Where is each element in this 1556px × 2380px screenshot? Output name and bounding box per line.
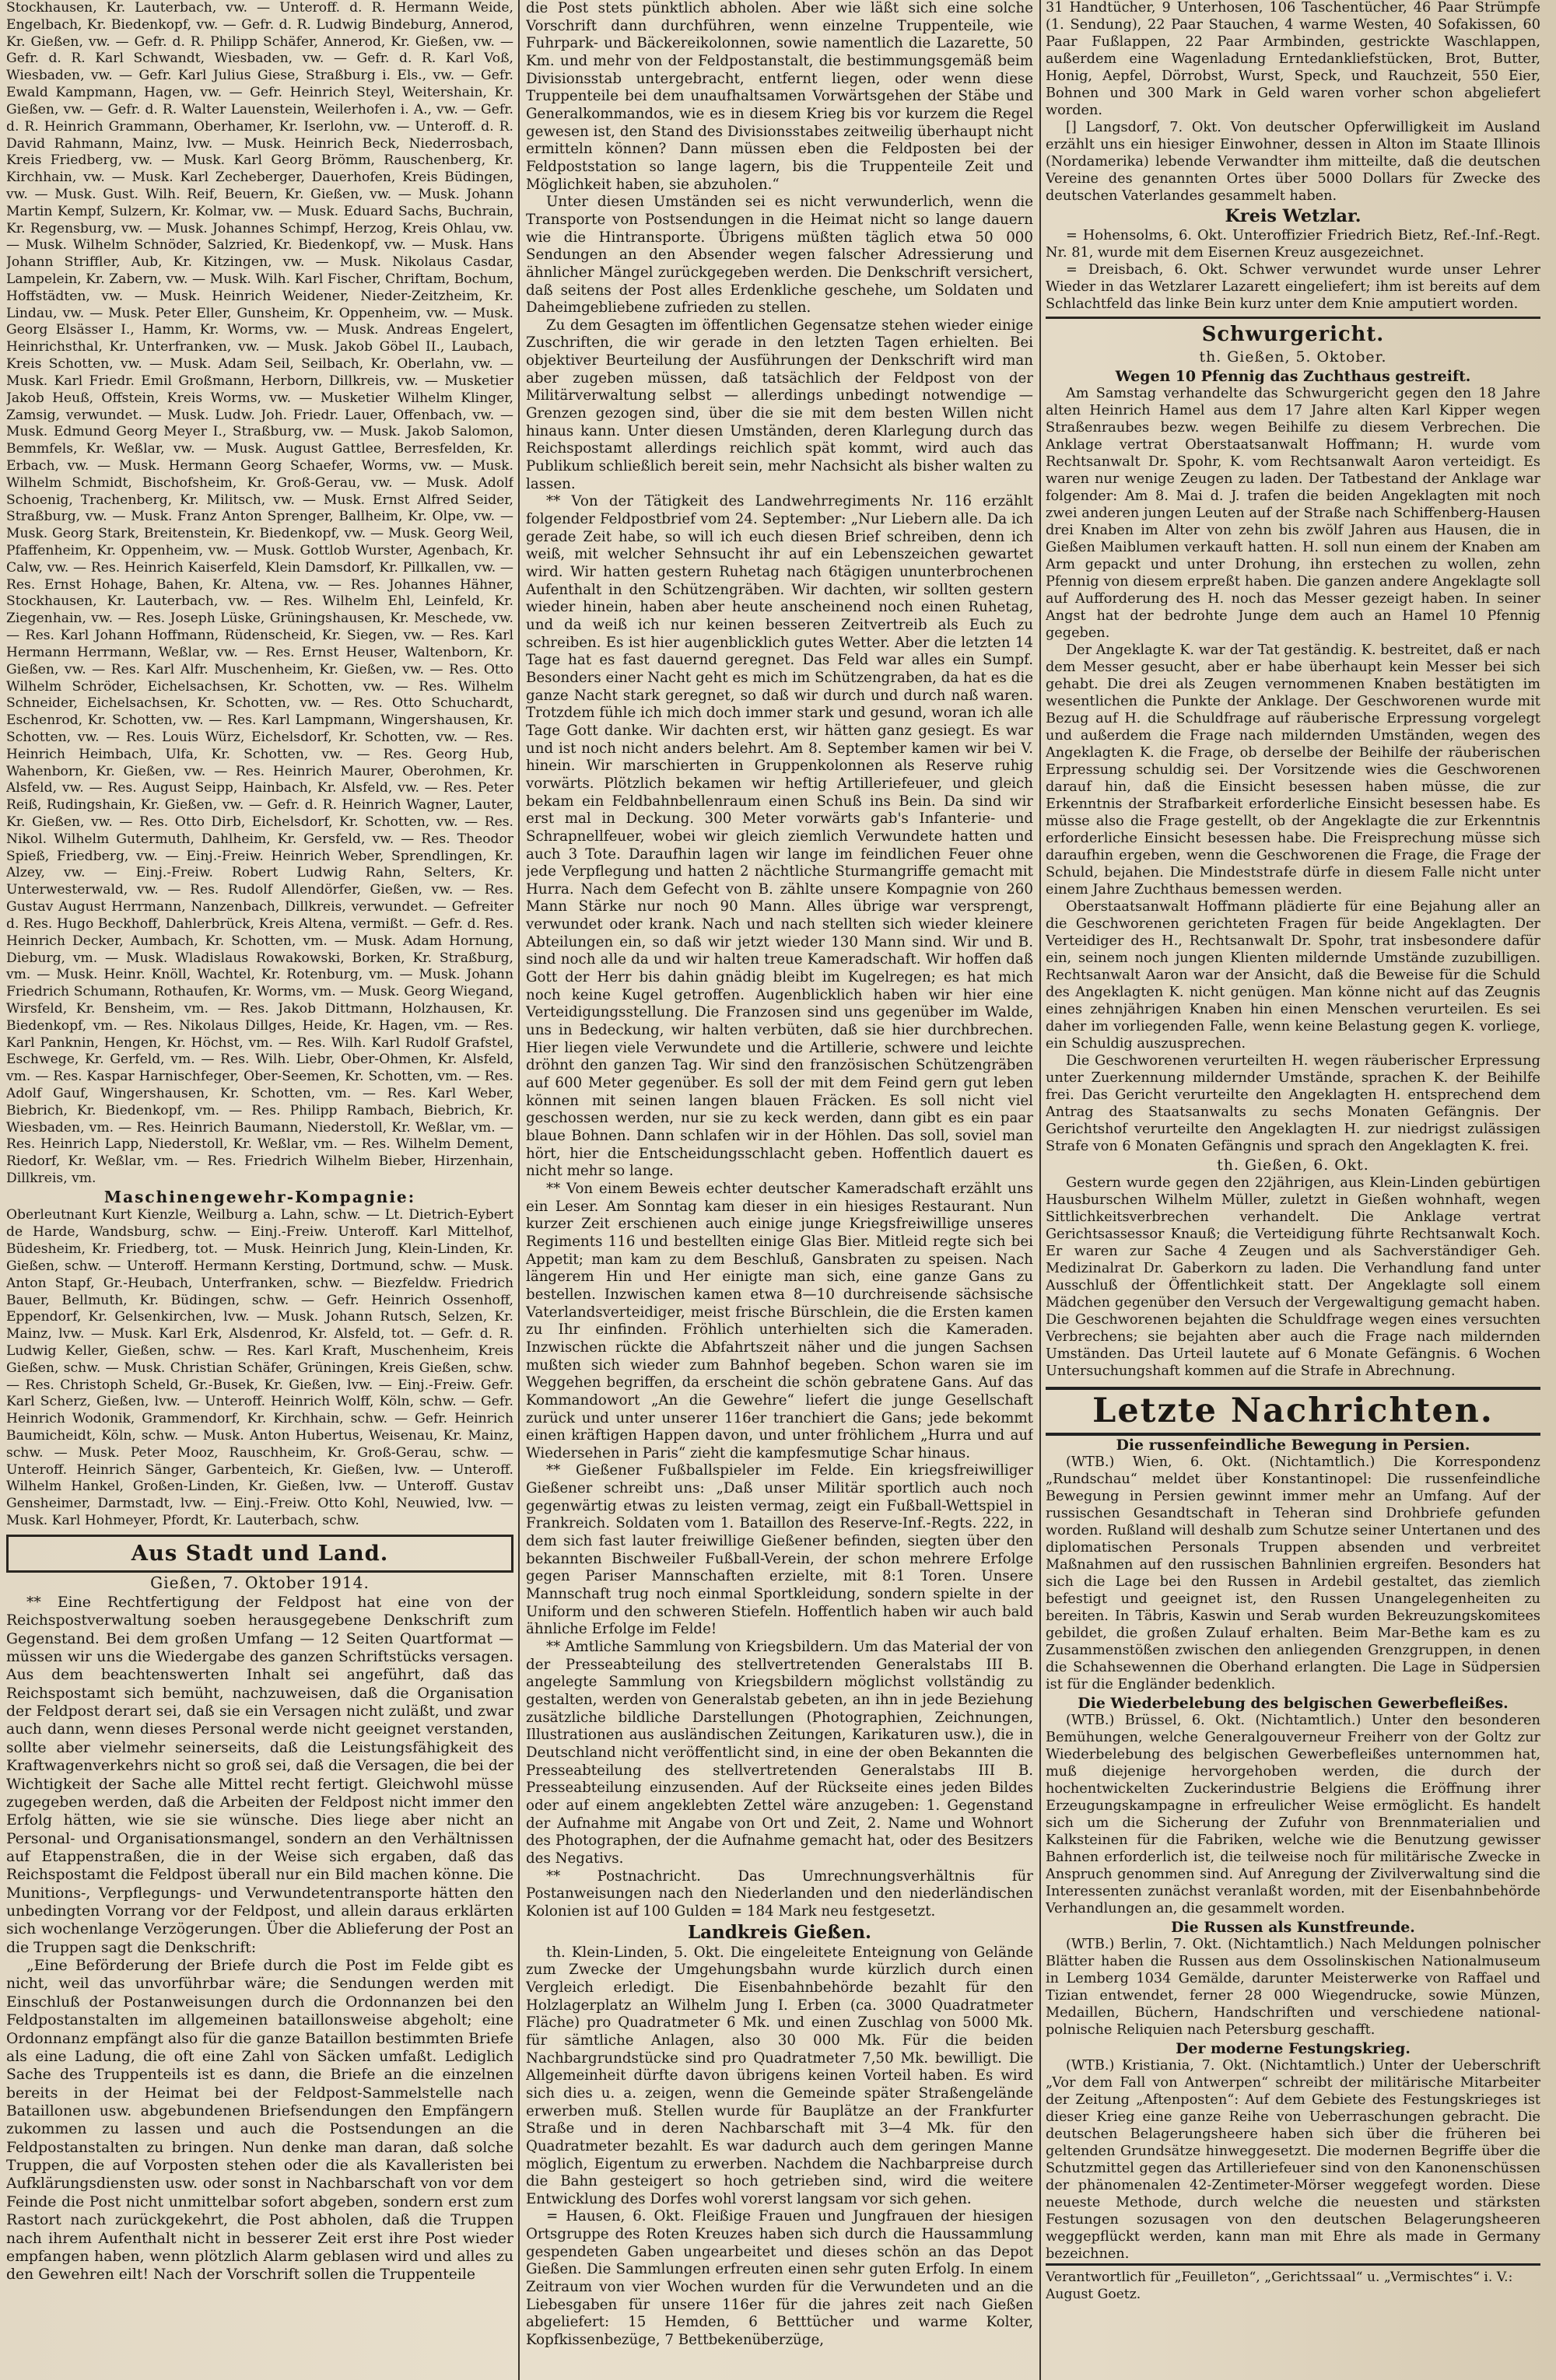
headline-festungskrieg: Der moderne Festungskrieg. [1176, 2039, 1411, 2057]
article-feldpost: ** Eine Rechtfertigung der Feldpost hat eine von der Reichspostverwaltung soeben herausgegebene Denkschrift zum Gegenstand. Bei dem großen Umfang — 12 Seiten Quartformat — müssen wir uns die Wiedergabe des ganzen Schriftstücks versagen. Aus dem beachtenswerten Inhalt sei angeführt, daß das Reichspostamt sich bemüht, nachzuweisen, daß die Organisation der Feldpost derart sei, daß sie ein Versagen nicht zuläßt, und zwar auch dann, wenn dieses Personal werde nicht geeignet verstanden, sollte aber vielmehr seinerseits, daß die Leistungsfähigkeit des Kraftwagenverkehrs nicht so groß sei, daß die Versagen, die bei der Wichtigkeit der Sache alle Mittel recht fertigt. Gleichwohl müsse zugegeben werden, daß die Arbeiten der Feldpost nicht immer den Erfolg hätten, wie sie sie wünsche. Dies liege aber nicht an Personal- und Organisationsmangel, sondern an den Verhältnissen auf Etappenstraßen, die in der Weise sich ergaben, daß das Reichspostamt die Feldpost überall nur ein Bild machen könne. Die Munitions-, Verpflegungs- und Verwundetentransporte hätten den unbedingten Vorrang vor der Feldpost, und allein daraus erklärten sich wochenlange Verzögerungen. Über die Ablieferung der Post an die Truppen sagt die Denkschrift: [6, 1594, 513, 1956]
article-schwurgericht-3: Oberstaatsanwalt Hoffmann plädierte für eine Bejahung aller an die Geschworenen gerichteten Fragen für beide Angeklagten. Der Verteidiger des H., Rechtsanwalt Dr. Spohr, trat insbesondere dafür ein, seinem noch jungen Klienten mildernde Umstände zuzubilligen. Rechtsanwalt Aaron war der Ansicht, daß die Beweise für die Schuld des Angeklagten K. nicht genügen. Man könne nicht auf das Zeugnis eines zehnjährigen Knaben hin einen Menschen verurteilen. Es sei daher im vorliegenden Falle, wenn keine Belastung gegen K. vorliege, ein Schuldig auszusprechen. [1046, 898, 1540, 1052]
headline-zuchthaus: Wegen 10 Pfennig das Zuchthaus gestreift. [1115, 368, 1471, 386]
article-schwurgericht-1: Am Samstag verhandelte das Schwurgericht gegen den 18 Jahre alten Heinrich Hamel aus dem 17 Jahre alten Karl Kipper wegen Straßenraubes bezw. wegen Beihilfe zu diesem Verbrechen. Die Anklage vertrat Oberstaatsanwalt Hoffmann; H. wurde vom Rechtsanwalt Dr. Spohr, K. vom Rechtsanwalt Aaron verteidigt. Es waren nur wenige Zeugen zu laden. Der Tatbestand der Anklage war folgender: Am 8. Mai d. J. trafen die beiden Angeklagten mit noch zwei anderen jungen Leuten auf der Straße nach Schiffenberg-Hausen drei Knaben im Alter von zehn bis zwölf Jahren aus Hausen, die in Gießen Maiblumen verkauft hatten. H. soll nun einem der Knaben am Arm gepackt und unter Drohung, ihn erstechen zu wollen, zehn Pfennig von diesem erpreßt haben. Die ganzen andere Angeklagte soll auf Aufforderung des H. noch das Messer gezeigt haben. In seiner Angst hat der bedrohte Junge dem auch an Hamel 10 Pfennig gegeben. [1046, 386, 1540, 642]
dateline: th. Gießen, 6. Okt. [1217, 1156, 1369, 1174]
article-hausen-cont: 31 Handtücher, 9 Unterhosen, 106 Taschentücher, 46 Paar Strümpfe (1. Sendung), 22 Paar Stauchen, 4 warme Westen, 40 Sofakissen, 60 Paar Fußlappen, 22 Paar Armbinden, gestrickte Waschlappen, außerdem eine Wagenladung Erntedankliefstücken, Brot, Butter, Honig, Aepfel, Dörrobst, Wurst, Speck, und Rauchzeit, 550 Eier, Bohnen und 300 Mark in Geld waren vorher schon abgeliefert worden. [1046, 0, 1540, 118]
responsibility-footer: Verantwortlich für „Feuilleton“, „Gerichtssaal“ u. „Vermischtes“ i. V.: August Goetz. [1046, 2263, 1540, 2304]
article-klein-linden: th. Klein-Linden, 5. Okt. Die eingeleitete Enteignung von Gelände zum Zwecke der Umgehungsbahn wurde kürzlich durch einen Vergleich erledigt. Die Eisenbahnbehörde bezahlt für den Holzlagerplatz an Wilhelm Jung I. Erben (ca. 3000 Quadratmeter Fläche) pro Quadratmeter 6 Mk. und einen Zuschlag von 5000 Mk. für sämtliche Anlagen, also 30 000 Mk. Für die beiden Nachbargrundstücke sind pro Quadratmeter 7,50 Mk. bewilligt. Die Allgemeinheit dürfte davon übrigens keinen Vorteil haben. Es wird sich dies u. a. zeigen, wenn die Gemeinde später Straßengelände erwerben muß. Stellen wurde für Bauplätze an der Frankfurter Straße und in deren Nachbarschaft mit 3—4 Mk. für den Quadratmeter bezahlt. Es war dadurch auch dem geringen Manne möglich, Eigentum zu erwerben. Nachdem die Nachbarpreise durch die Bahn gesteigert so hoch getrieben sind, wird die weitere Entwicklung des Dorfes wohl vorerst langsam vor sich gehen. [526, 1944, 1033, 2207]
article-schwurgericht-2: Der Angeklagte K. war der Tat geständig. K. bestreitet, daß er nach dem Messer gesucht, aber er habe überhaupt kein Messer bei sich gehabt. Die drei als Zeugen vernommenen Knaben bestätigten im wesentlichen die Punkte der Anklage. Der Geschworenen wurde mit Bezug auf H. die Schuldfrage auf räuberische Erpressung vorgelegt und außerdem die Frage nach mildernden Umständen, wegen des Angeklagten K. die Frage, ob derselbe der Beihilfe der räuberischen Erpressung schuldig sei. Der Vorsitzende wies die Geschworenen darauf hin, daß die Einsicht besessen haben müsse, die zur Erkenntnis der Strafbarkeit erforderliche Einsicht besessen habe. Es müsse also die Frage gestellt, ob der Angeklagte die zur Erkenntnis erforderliche Einsicht besessen habe. Die Freisprechung müsse sich daraufhin ergeben, wenn die Geschworenen die Frage, die Frage der Schuld, bejahen. Die Mindeststrafe dürfe in diesem Falle nicht unter einem Jahre Zuchthaus bemessen werden. [1046, 642, 1540, 898]
article-fussball: ** Gießener Fußballspieler im Felde. Ein kriegsfreiwilliger Gießener schreibt uns: „Daß unser Militär sportlich auch noch gegenwärtig etwas zu leisten vermag, zeigt ein Fußball-Wettspiel in Frankreich. Soldaten vom 1. Bataillon des Reserve-Inf.-Regts. 222, in dem sich fast lauter freiwillige Gießener befinden, siegten über den bekannten Bischweiler Fußball-Verein, der schon mehrere Erfolge gegen Pariser Mannschaften erzielte, mit 8:1 Toren. Unsere Mannschaft trug noch einmal Sportkleidung, sondern spielte in der Uniform und den schweren Stiefeln. Hoffentlich haben wir auch bald ähnliche Erfolge im Felde! [526, 1462, 1033, 1638]
headline-persien: Die russenfeindliche Bewegung in Persien. [1116, 1437, 1470, 1454]
article-belgien: (WTB.) Brüssel, 6. Okt. (Nichtamtlich.) Unter den besonderen Bemühungen, welche Generalgouverneur Freiherr von der Goltz zur Wiederbelebung des belgischen Gewerbefleißes unternommen hat, muß diejenige hervorgehoben werden, die durch der hochentwickelten Zuckerindustrie Belgiens die Eröffnung ihrer Erzeugungskampagne in erfreulicher Weise ermöglicht. Es handelt sich um die Sicherung der Zufuhr von Brennmaterialien und Kalksteinen für die Fabriken, welche wie die Benutzung gewisser Bahnen erforderlich ist, die teilweise noch für militärische Zwecke in Anspruch genommen sind. Auf Anregung der Zivilverwaltung sind die Interessenten zunächst veranlaßt worden, mit der Eisenbahnbehörde Verhandlungen an, die gesammelt worden. [1046, 1713, 1540, 1916]
article-feldpost-quote: „Eine Beförderung der Briefe durch die Post im Felde gibt es nicht, weil das unvorführbar wäre; die Sendungen werden mit Einschluß der Postanweisungen durch die Ordonnanzen bei den Feldpostanstalten im allgemeinen bataillonsweise abgeholt; eine Ordonnanz empfängt also für die ganze Bataillon bestimmten Briefe als eine Ladung, die oft eine Zahl von Säcken umfaßt. Lediglich Sache des Truppenteils ist es dann, die Briefe an die einzelnen bereits in der Heimat bei der Feldpost-Sammelstelle nach Bataillonen usw. abgebundenen Briefsendungen den Empfängern zukommen zu lassen und auch die Postsendungen an die Feldpostanstalten zu bringen. Nun denke man daran, daß solche Truppen, die auf Vorposten stehen oder die als Kavalleristen bei Aufklärungsdiensten usw. oder sonst in Nachbarschaft von vor dem Feinde die Post nicht unmittelbar sofort abgeben, sondern erst zum Rastort nach zurückgekehrt, die Post abholen, daß die Truppen nach ihrem Aufenthalt nicht in besserer Zeit erst ihre Post wieder empfangen haben, wenn plötzlich Alarm geblasen wird und alles zu den Gewehren eilt! Nach der Vorschrift sollen die Truppenteile [6, 1958, 513, 2284]
article-feldpost-cont3: Zu dem Gesagten im öffentlichen Gegensatze stehen wieder einige Zuschriften, die wir gerade in den letzten Tagen erhielten. Bei objektiver Beurteilung der Ausführungen der Denkschrift wird man aber zugeben müssen, daß tatsächlich der Feldpost von der Militärverwaltung selbst — allerdings unbedingt notwendige — Grenzen gezogen sind, über die sie mit dem besten Willen nicht hinaus kann. Unter diesen Umständen, deren Klarlegung durch das Reichspostamt allerdings reichlich spät kommt, wird auch das Publikum schließlich bereit sein, mehr Nachsicht als bisher walten zu lassen. [526, 317, 1033, 492]
section-head-letzte-nachrichten: Letzte Nachrichten. [1046, 1387, 1540, 1436]
article-feldpost-cont: die Post stets pünktlich abholen. Aber wie läßt sich eine solche Vorschrift dann durchführen, wenn einzelne Truppenteile, wie Fuhrpark- und Bäckereikolonnen, sowie namentlich die Lazarette, 50 Km. und mehr von der Feldpostanstalt, die bestimmungsgemäß beim Divisionsstab untergebracht, entfernt liegen, oder wenn diese Truppenteile bei dem unaufhaltsamen Vorwärtsgehen der Stäbe und Generalkommandos, wie es in diesem Krieg bis vor kurzem die Regel gewesen ist, den Stand des Divisionsstabes zeitweilig überhaupt nicht ermitteln können? Dann müssen eben die Feldposten bei der Feldpoststation so lange lagern, bis die Truppenteile Zeit und Möglichkeit haben, sie abzuholen.“ [526, 0, 1033, 193]
article-dreisbach: = Dreisbach, 6. Okt. Schwer verwundet wurde unser Lehrer Wieder in das Wetzlarer Lazarett eingeliefert; ihm ist bereits auf dem Schlachtfeld das linke Bein kurz unter dem Knie amputiert worden. [1046, 261, 1540, 312]
article-schwurgericht-5: Gestern wurde gegen den 22jährigen, aus Klein-Linden gebürtigen Hausburschen Wilhelm Müller, zuletzt in Gießen wohnhaft, wegen Sittlichkeitsverbrechen verhandelt. Die Anklage vertrat Gerichtsassessor Knauß; die Verteidigung führte Rechtsanwalt Koch. Er waren zur Sache 4 Zeugen und als Sachverständiger Geh. Medizinalrat Dr. Gaberkorn zu laden. Die Verhandlung fand unter Ausschluß der Öffentlichkeit statt. Der Angeklagte soll einem Mädchen gegenüber den Versuch der Vergewaltigung gemacht haben. Die Geschworenen bejahten die Schuldfrage wegen eines versuchten Verbrechens; sie bejahten aber auch die Frage nach mildernden Umständen. Das Urteil lautete auf 6 Monate Gefängnis. 6 Wochen Untersuchungshaft kommen auf die Strafe in Abrechnung. [1046, 1175, 1540, 1380]
section-head-stadt-land: Aus Stadt und Land. [6, 1535, 513, 1573]
column-3 [1046, 0, 1540, 2380]
article-festungskrieg: (WTB.) Kristiania, 7. Okt. (Nichtamtlich.) Unter der Ueberschrift „Vor dem Fall von Antwerpen“ schreibt der militärische Mitarbeiter der Zeitung „Aftenposten“: Auf dem Gebiete des Festungskrieges ist dieser Krieg eine ganze Reihe von Ueberraschungen gebracht. Die deutschen Belagerungsheere haben sich über die früheren bei geltenden Grundsätze hinweggesetzt. Die modernen Begriffe über die Schutzmittel gegen das Artilleriefeuer sind von den Kanonenschüssen der phänomenalen 42-Zentimeter-Mörser weggefegt worden. Diese neueste Methode, durch welche die neuesten und stärksten Festungen sozusagen von den deutschen Belagerungsheeren weggepflückt werden, kann man mit Ehre als made in Germany bezeichnen. [1046, 2057, 1540, 2262]
article-persien: (WTB.) Wien, 6. Okt. (Nichtamtlich.) Die Korrespondenz „Rundschau“ meldet über Konstantinopel: Die russenfeindliche Bewegung in Persien gewinnt immer mehr an Umfang. Auf der russischen Gesandtschaft in Teheran sind Drohbriefe gefunden worden. Rußland will deshalb zum Schutze seiner Untertanen und des diplomatischen Personals Truppen absenden und verbreitet Maßnahmen auf den russischen Bahnlinien ergreifen. Besonders hat sich die Lage bei den Russen in Ardebil gestaltet, das ziemlich befestigt und geeignet ist, den Russen Unangelegenheiten zu bereiten. In Täbris, Kaswin und Serab wurden Bekreuzungskomitees gebildet, die großen Zulauf erhalten. Beim Mar-Bethe kam es zu Zusammenstößen zwischen den anliegenden Grenzgruppen, in denen die Schahsewennen die Oberhand erlangten. Die Lage in Südpersien ist für die Engländer bedenklich. [1046, 1454, 1540, 1693]
column-rule [1039, 0, 1041, 2380]
section-head-schwurgericht: Schwurgericht. [1201, 322, 1385, 346]
article-feldpost-cont2: Unter diesen Umständen sei es nicht verwunderlich, wenn die Transporte von Postsendungen in die Heimat nicht so lange dauern wie die Hintransporte. Übrigens müßten täglich etwa 50 000 Sendungen an den Absender wegen falscher Adressierung und ähnlicher Mängel zurückgegeben werden. Die Denkschrift versichert, daß seitens der Post alles Erdenkliche geschehe, um Soldaten und Daheimgebliebene zufrieden zu stellen. [526, 194, 1033, 317]
dateline: th. Gießen, 5. Oktober. [1199, 348, 1387, 366]
column-2 [526, 0, 1033, 2380]
article-kameradschaft: ** Von einem Beweis echter deutscher Kameradschaft erzählt uns ein Leser. Am Sonntag kam dieser in ein hiesiges Restaurant. Nun kurzer Zeit erschienen auch einige junge Kriegsfreiwillige unseres Regiments 116 und bestellten einige Glas Bier. Mitleid regte sich bei Appetit; man kam zu dem Beschluß, Gansbraten zu speisen. Nach längerem Hin und Her einigte man sich, eine ganze Gans zu bestellen. Inzwischen kamen etwa 8—10 durchreisende sächsische Vaterlandsverteidiger, meist frische Bürschlein, die die Ersten kamen zu Ihr einfinden. Fröhlich unterhielten sich die Kameraden. Inzwischen rückte die Abfahrtszeit näher und die jungen Sachsen mußten sich wieder zum Bahnhof begeben. Schon waren sie im Weggehen begriffen, da erscheint die schön gebratene Gans. Auf das Kommandowort „An die Gewehre“ liefert die junge Gesellschaft zurück und unter unserer 116er tranchiert die Gans; jede bekommt einen kräftigen Happen davon, und unter fröhlichem „Hurra und auf Wiedersehen in Paris“ zieht die kampfesmutige Schar hinaus. [526, 1180, 1033, 1461]
dateline: Gießen, 7. Oktober 1914. [150, 1573, 370, 1592]
section-head-wetzlar: Kreis Wetzlar. [1225, 205, 1362, 226]
article-hohensolms: = Hohensolms, 6. Okt. Unteroffizier Friedrich Bietz, Ref.-Inf.-Regt. Nr. 81, wurde mit dem Eisernen Kreuz ausgezeichnet. [1046, 228, 1540, 261]
section-head-landkreis: Landkreis Gießen. [687, 1921, 872, 1943]
headline-belgien: Die Wiederbelebung des belgischen Gewerbefleißes. [1078, 1695, 1509, 1713]
column-1 [6, 0, 513, 2380]
article-langsdorf: [] Langsdorf, 7. Okt. Von deutscher Opferwilligkeit im Ausland erzählt uns ein hiesiger Einwohner, dessen in Alton im Staate Illinois (Nordamerika) lebende Verwandter ihm mitteilte, daß die deutschen Vereine des genannten Ortes über 5000 Dollars für Zwecke des deutschen Vaterlandes gesammelt haben. [1046, 119, 1540, 204]
article-hausen: = Hausen, 6. Okt. Fleißige Frauen und Jungfrauen der hiesigen Ortsgruppe des Roten Kreuzes haben sich durch die Haussammlung gespendeten Gaben ungearbeitet und dieses schön an das Depot Gießen. Die Sammlungen erfreuten einen sehr guten Erfolg. In einem Zeitraum von vier Wochen wurden für die Verwundeten und an die Liebesgaben für unsere 116er für die jahres zeit nach Gießen abgeliefert: 15 Hemden, 6 Betttücher und warme Kolter, Kopfkissenbezüge, 7 Bettbekenüberzüge, [526, 2208, 1033, 2349]
article-postnachricht: ** Postnachricht. Das Umrechnungsverhältnis für Postanweisungen nach den Niederlanden und den niederländischen Kolonien ist auf 100 Gulden = 184 Mark neu festgesetzt. [526, 1867, 1033, 1920]
article-kunstfreunde: (WTB.) Berlin, 7. Okt. (Nichtamtlich.) Nach Meldungen polnischer Blätter haben die Russen aus dem Ossolinskischen Nationalmuseum in Lemberg 1034 Gemälde, darunter Meisterwerke von Raffael und Tizian entwendet, ferner 28 000 Wiegendrucke, sowie Münzen, Medaillen, Büchern, Handschriften und verschiedene national-polnische Reliquien nach Petersburg geschafft. [1046, 1936, 1540, 2038]
casualty-list: Stockhausen, Kr. Lauterbach, vw. — Unteroff. d. R. Hermann Weide, Engelbach, Kr. Biedenkopf, vw. — Gefr. d. R. Ludwig Bindeburg, Annerod, Kr. Gießen, vw. — Gefr. d. R. Philipp Schäfer, Annerod, Kr. Gießen, vw. — Gefr. d. R. Karl Schwandt, Wiesbaden, vw. — Gefr. d. R. Karl Voß, Wiesbaden, vw. — Gefr. Karl Julius Giese, Straßburg i. Els., vw. — Gefr. Ewald Kampmann, Hagen, vw. — Gefr. Heinrich Steyl, Weitershain, Kr. Gießen, vw. — Gefr. d. R. Walter Lauenstein, Weilerhofen i. A., vw. — Gefr. d. R. Heinrich Grammann, Oberhamer, Kr. Iserlohn, vw. — Unteroff. d. R. David Rahmann, Mainz, lvw. — Musk. Heinrich Beck, Niederrosbach, Kreis Friedberg, vw. — Musk. Karl Georg Brömm, Rauschenberg, Kr. Kirchhain, vw. — Musk. Karl Zecheberger, Dauerhofen, Kreis Büdingen, vw. — Musk. Gust. Wilh. Reif, Beuern, Kr. Gießen, vw. — Musk. Johann Martin Kempf, Sulzern, Kr. Kolmar, vw. — Musk. Eduard Sachs, Buchrain, Kr. Regensburg, vw. — Musk. Johannes Schimpf, Herzog, Kreis Ohlau, vw. — Musk. Wilhelm Schnöder, Salzried, Kr. Biedenkopf, vw. — Musk. Hans Johann Striffler, Aub, Kr. Kitzingen, vw. — Musk. Nikolaus Casdar, Lampelein, Kr. Zabern, vw. — Musk. Wilh. Karl Fischer, Chriftam, Bochum, Hoffstädten, vw. — Musk. Heinrich Weidener, Nieder-Zeitzheim, Kr. Lindau, vw. — Musk. Peter Eller, Gunsheim, Kr. Oppenheim, vw. — Musk. Georg Elsässer I., Hamm, Kr. Worms, vw. — Musk. Andreas Engelert, Heinrichsthal, Kr. Unterfranken, vw. — Musk. Jakob Göbel II., Laubach, Kreis Schotten, vw. — Musk. Adam Seil, Seilbach, Kr. Oberlahn, vw. — Musk. Karl Friedr. Emil Großmann, Herborn, Dillkreis, vw. — Musketier Jakob Heuß, Offstein, Kreis Worms, vw. — Musketier Wilhelm Klinger, Zamsig, verwundet. — Musk. Ludw. Joh. Friedr. Lauer, Offenbach, vw. — Musk. Edmund Georg Meyer I., Straßburg, vw. — Musk. Jakob Salomon, Bemmfels, Kr. Weßlar, vw. — Musk. August Gattlee, Berresfelden, Kr. Erbach, vw. — Musk. Hermann Georg Schaefer, Worms, vw. — Musk. Wilhelm Schmidt, Bischofsheim, Kr. Groß-Gerau, vw. — Musk. Adolf Schoenig, Trachenberg, Kr. Militsch, vw. — Musk. Ernst Alfred Seider, Straßburg, vw. — Musk. Franz Anton Sprenger, Ballheim, Kr. Olpe, vw. — Musk. Georg Stark, Breitenstein, Kr. Biedenkopf, vw. — Musk. Georg Weil, Pfaffenheim, Kr. Oppenheim, vw. — Musk. Gottlob Wurster, Agenbach, Kr. Calw, vw. — Res. Heinrich Kaiserfeld, Klein Damsdorf, Kr. Pillkallen, vw. — Res. Ernst Hohage, Bahen, Kr. Altena, vw. — Res. Johannes Hähner, Stockhausen, Kr. Lauterbach, vw. — Res. Wilhelm Ehl, Leinfeld, Kr. Ziegenhain, vw. — Res. Joseph Lüske, Grüningshausen, Kr. Meschede, vw. — Res. Karl Johann Hoffmann, Rüdenscheid, Kr. Siegen, vw. — Res. Karl Hermann Herrmann, Weßlar, vw. — Res. Ernst Heuser, Waltenborn, Kr. Gießen, vw. — Res. Karl Alfr. Muschenheim, Kr. Gießen, vw. — Res. Otto Wilhelm Schröder, Eichelsachsen, Kr. Schotten, vw. — Res. Wilhelm Schneider, Eichelsachsen, Kr. Schotten, vw. — Res. Otto Schuchardt, Eschenrod, Kr. Schotten, vw. — Res. Karl Lampmann, Wingershausen, Kr. Schotten, vw. — Res. Louis Würz, Eichelsdorf, Kr. Schotten, vw. — Res. Heinrich Heimbach, Ulfa, Kr. Schotten, vw. — Res. Georg Hub, Wahenborn, Kr. Gießen, vw. — Res. Heinrich Maurer, Oberohmen, Kr. Alsfeld, vw. — Res. August Seipp, Hainbach, Kr. Alsfeld, vw. — Res. Peter Reiß, Rudingshain, Kr. Gießen, vw. — Gefr. d. R. Heinrich Wagner, Lauter, Kr. Gießen, vw. — Res. Otto Dirb, Eichelsdorf, Kr. Schotten, vw. — Res. Nikol. Wilhelm Gutermuth, Dahlheim, Kr. Gersfeld, vw. — Res. Theodor Spieß, Friedberg, vw. — Einj.-Freiw. Heinrich Weber, Sprendlingen, Kr. Alzey, vw. — Einj.-Freiw. Robert Ludwig Rahn, Selters, Kr. Unterwesterwald, vw. — Res. Rudolf Allendörfer, Gießen, vw. — Res. Gustav August Herrmann, Nanzenbach, Dillkreis, verwundet. — Gefreiter d. Res. Hugo Beckhoff, Dahlerbrück, Kreis Altena, vermißt. — Gefr. d. Res. Heinrich Decker, Aumbach, Kr. Schotten, vm. — Musk. Adam Hornung, Dieburg, vm. — Musk. Wladislaus Rowakowski, Borken, Kr. Straßburg, vm. — Musk. Heinr. Knöll, Wachtel, Kr. Rotenburg, vm. — Musk. Johann Friedrich Schumann, Rothaufen, Kr. Worms, vm. — Musk. Georg Wiegand, Wirsfeld, Kr. Bensheim, vm. — Res. Jakob Dittmann, Holzhausen, Kr. Biedenkopf, vm. — Res. Nikolaus Dillges, Heide, Kr. Hagen, vm. — Res. Karl Panknin, Hengen, Kr. Höchst, vm. — Res. Wilh. Karl Rudolf Grafstel, Eschwege, Kr. Gerfeld, vm. — Res. Wilh. Liebr, Ober-Ohmen, Kr. Alsfeld, vm. — Res. Kaspar Harnischfeger, Ober-Seemen, Kr. Schotten, vm. — Res. Adolf Gauf, Wingershausen, Kr. Schotten, vm. — Res. Karl Weber, Biebrich, Kr. Biedenkopf, vm. — Res. Philipp Rambach, Biebrich, Kr. Wiesbaden, vm. — Res. Heinrich Baumann, Niederstoll, Kr. Weßlar, vm. — Res. Heinrich Lapp, Niederstoll, Kr. Weßlar, vm. — Res. Wilhelm Dement, Riedorf, Kr. Weßlar, vm. — Res. Friedrich Wilhelm Bieber, Hirzenhain, Dillkreis, vm. [6, 0, 513, 1187]
mg-company-list: Oberleutnant Kurt Kienzle, Weilburg a. Lahn, schw. — Lt. Dietrich-Eybert de Harde, Wandsburg, schw. — Einj.-Freiw. Unteroff. Karl Mittelhof, Büdesheim, Kr. Friedberg, tot. — Musk. Heinrich Jung, Klein-Linden, Kr. Gießen, schw. — Unteroff. Hermann Kersting, Dortmund, schw. — Musk. Anton Stapf, Gr.-Heubach, Unterfranken, schw. — Biezfeldw. Friedrich Bauer, Bellmuth, Kr. Büdingen, schw. — Gefr. Heinrich Ossenhoff, Eppendorf, Kr. Gelsenkirchen, lvw. — Musk. Johann Rutsch, Selzen, Kr. Mainz, lvw. — Musk. Karl Erk, Alsdenrod, Kr. Alsfeld, tot. — Gefr. d. R. Ludwig Keller, Gießen, schw. — Res. Karl Kraft, Muschenheim, Kreis Gießen, schw. — Musk. Christian Schäfer, Grüningen, Kreis Gießen, schw. — Res. Christoph Scheld, Gr.-Busek, Kr. Gießen, lvw. — Einj.-Freiw. Gefr. Karl Scherz, Gießen, lvw. — Unteroff. Heinrich Wolff, Köln, schw. — Gefr. Heinrich Wodonik, Grammendorf, Kr. Kirchhain, schw. — Gefr. Heinrich Baumicheidt, Köln, schw. — Musk. Anton Hubertus, Weisenau, Kr. Mainz, schw. — Musk. Peter Mooz, Rauschheim, Kr. Groß-Gerau, schw. — Unteroff. Heinrich Sänger, Garbenteich, Kr. Gießen, lvw. — Unteroff. Wilhelm Hankel, Großen-Linden, Kr. Gießen, lvw. — Unteroff. Gustav Gensheimer, Darmstadt, lvw. — Einj.-Freiw. Otto Kohl, Neuwied, lvw. — Musk. Karl Hohmeyer, Pfordt, Kr. Lauterbach, schw. [6, 1207, 513, 1529]
divider [1046, 317, 1540, 319]
column-rule [518, 0, 520, 2380]
headline-kunstfreunde: Die Russen als Kunstfreunde. [1171, 1918, 1415, 1936]
article-kriegsbilder: ** Amtliche Sammlung von Kriegsbildern. Um das Material der von der Presseabteilung des stellvertretenden Generalstabs III B. angelegte Sammlung von Kriegsbildern möglichst vollständig zu gestalten, werden von Generalstab gebeten, an ihn in jede Beziehung zusätzliche bildliche Darstellungen (Photographien, Zeichnungen, Illustrationen aus ausländischen Zeitungen, Karikaturen usw.), die in Deutschland nicht veröffentlicht sind, in eine der oben Bekannten die Presseabteilung des stellvertretenden Generalstabs III B. Presseabteilung einzusenden. Auf der Rückseite eines jeden Bildes oder auf einem angeklebten Zettel wäre anzugeben: 1. Gegenstand der Aufnahme mit Angabe von Ort und Zeit, 2. Name und Wohnort des Photographen, der die Aufnahme gemacht hat, oder des Besitzers des Negativs. [526, 1639, 1033, 1867]
article-schwurgericht-4: Die Geschworenen verurteilten H. wegen räuberischer Erpressung unter Zuerkennung mildernder Umstände, sprachen K. der Beihilfe frei. Das Gericht verurteilte den Angeklagten H. entsprechend dem Antrag des Staatsanwalts zu sechs Monaten Gefängnis. Der Gerichtshof verurteilte den Angeklagten H. zur niedrigst zulässigen Strafe von 6 Monaten Gefängnis und sprach den Angeklagten K. frei. [1046, 1052, 1540, 1154]
mg-company-title: Maschinengewehr-Kompagnie: [103, 1187, 416, 1206]
article-landwehr: ** Von der Tätigkeit des Landwehrregiments Nr. 116 erzählt folgender Feldpostbrief vom 24. September: „Nur Liebern alle. Da ich gerade Zeit habe, so will ich euch diesen Brief schreiben, denn ich weiß, mit welcher Sehnsucht ihr auf ein Lebenszeichen gewartet wird. Wir hatten gestern Ruhetag nach 6tägigen ununterbrochenen Aufenthalt in den Schützengräben. Wir dachten, wir sollten gestern wieder hinein, haben aber heute anscheinend noch einen Ruhetag, und da weiß ich nur keinen besseren Zeitvertreib als Euch zu schreiben. Es ist hier augenblicklich gutes Wetter. Aber die letzten 14 Tage hat es fast dauernd geregnet. Das Feld war alles ein Sumpf. Besonders einer Nacht geht es mich im Schützengraben, da hat es die ganze Nacht stark geregnet, so daß wir durch und durch naß waren. Trotzdem fühle ich mich doch immer stark und gesund, woran ich alle Tage Gott danke. Wir dachten erst, wir hätten ganz gesiegt. Es war und ist noch nicht anders belehrt. Am 8. September kamen wir bei V. hinein. Wir marschierten in Gruppenkolonnen als Reserve ruhig vorwärts. Plötzlich bekamen wir heftig Artilleriefeuer, und gleich bekam ein Feldbahnbellenraum einen Schuß ins Bein. Da sind wir erst mal in Deckung. 300 Meter vorwärts gab's Infanterie- und Schrapnellfeuer, wobei wir gleich ziemlich Verwundete hatten und auch 3 Tote. Daraufhin lagen wir lange im feindlichen Feuer ohne jede Verpflegung und hatten 2 nächtliche Sturmangriffe gemacht mit Hurra. Nach dem Gefecht von B. zählte unsere Kompagnie von 260 Mann Stärke nur noch 90 Mann. Alles übrige war versprengt, verwundet oder krank. Nach und nach stellten sich wieder kleinere Abteilungen ein, so daß wir jetzt wieder 130 Mann sind. Wir und B. sind noch alle da und wir halten treue Kameradschaft. Wir hoffen daß Gott der Herr bis dahin gnädig bleibt im Kugelregen; es hat mich noch keine Kugel getroffen. Augenblicklich haben wir hier eine Verteidigungsstellung. Die Franzosen sind uns gegenüber im Walde, uns in Bedeckung, wir halten verbüten, daß sie hier durchbrechen. Hier liegen viele Verwundete und die Artillerie, schwere und leichte dröhnt den ganzen Tag. Wir sind den französischen Schützengräben auf 600 Meter gegenüber. Es soll der mit dem Feind gern gut leben können mit seinen langen blauen Fräcken. Es soll nicht viel geschossen werden, nur sie zu keck werden, dann gibt es ein paar blaue Bohnen. Dann schlafen wir in der Höhlen. Das soll, soviel man hört, hier die Entscheidungsschlacht geben. Hoffentlich dauert es nicht mehr so lange. [526, 493, 1033, 1180]
